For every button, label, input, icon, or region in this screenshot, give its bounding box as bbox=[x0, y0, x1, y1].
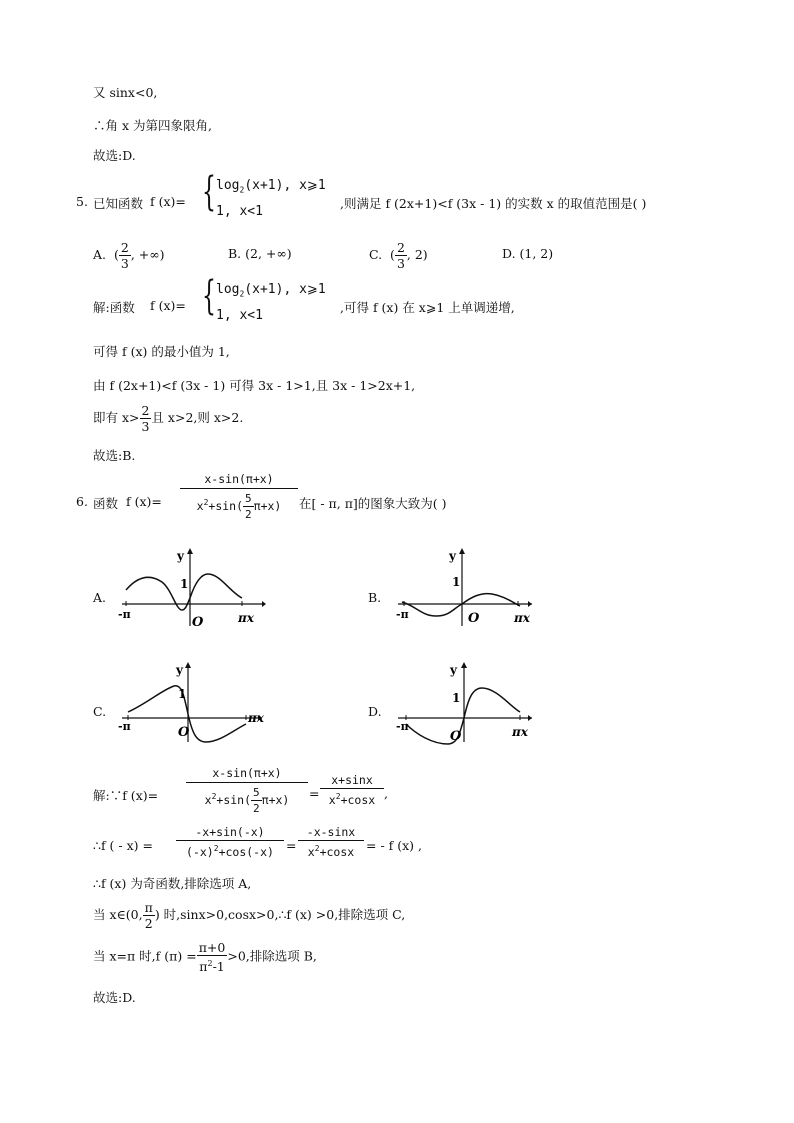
graph-d-x-arrow bbox=[528, 715, 532, 721]
q6-sol-den1: $x^2+\sin$( $\frac{5}{2}$ π+x) bbox=[204, 786, 290, 815]
text-line-answer-d: 故选:D. bbox=[93, 148, 136, 163]
graph-d-left: -π bbox=[396, 720, 409, 733]
q5-number: 5. bbox=[76, 194, 88, 209]
graph-d-origin: O bbox=[450, 729, 462, 744]
graph-b-right: πx bbox=[514, 611, 530, 625]
q6-sol2-fraction1 bbox=[176, 824, 284, 860]
graph-c bbox=[116, 660, 266, 746]
graph-a-x-arrow bbox=[262, 601, 266, 607]
graph-a-y-arrow bbox=[187, 548, 193, 554]
q5-option-d: D. (1, 2) bbox=[502, 246, 554, 261]
q6-sol2-eq: = bbox=[286, 838, 297, 853]
graph-b-y-arrow bbox=[459, 548, 465, 554]
graph-b-x-arrow bbox=[528, 601, 532, 607]
graph-d-y-arrow bbox=[461, 662, 467, 668]
graph-c-y-arrow bbox=[185, 662, 191, 668]
q6-sol2-num2: -x-sinx bbox=[298, 824, 364, 841]
q6-sol2-num1: -x+sin(-x) bbox=[176, 824, 284, 841]
graph-c-y-label: y bbox=[176, 663, 183, 677]
q5-sol-suffix: ,可得 f (x) 在 x⩾1 上单调递增, bbox=[340, 300, 515, 315]
q5-sol-brace: { bbox=[202, 273, 216, 319]
q6-sol-prefix: 解:∵f (x)= bbox=[93, 788, 159, 803]
q6-sol-num2: x+sinx bbox=[320, 772, 384, 789]
graph-d-y-label: y bbox=[450, 663, 457, 677]
q6-prefix: 函数 bbox=[93, 496, 119, 511]
graph-d-one: 1 bbox=[452, 691, 461, 705]
q6-sol-eq: = bbox=[309, 786, 320, 801]
q6-sol-den2: $x^2+\cos x$ bbox=[328, 792, 376, 807]
q5-brace: { bbox=[202, 169, 216, 215]
text-line-sinx: 又 sinx<0, bbox=[93, 85, 158, 100]
graph-d-right: πx bbox=[512, 725, 528, 739]
q5-case2: 1, x<1 bbox=[216, 204, 263, 219]
q5-sol-line3: 由 f (2x+1)<f (3x - 1) 可得 3x - 1>1,且 3x - 1>2x+1, bbox=[93, 378, 416, 393]
q6-sol3: ∴f (x) 为奇函数,排除选项 A, bbox=[93, 876, 252, 891]
q6-sol2-den1: $(-x)^2+\cos(-x)$ bbox=[186, 844, 274, 859]
text-line-quadrant: ∴角 x 为第四象限角, bbox=[93, 118, 212, 133]
q6-sol2-den2: $x^2+\cos x$ bbox=[307, 844, 355, 859]
q5-case1: $\log_2(x+1)$, x⩾1 bbox=[216, 178, 326, 195]
graph-b-label: B. bbox=[368, 590, 382, 605]
q5-sol-case2: 1, x<1 bbox=[216, 308, 263, 323]
graph-b-origin: O bbox=[468, 611, 480, 626]
graph-a bbox=[116, 546, 266, 630]
q5-sol-line2: 可得 f (x) 的最小值为 1, bbox=[93, 344, 230, 359]
q5-option-a: A. ( $\frac{2}{3}$ , +∞) bbox=[93, 240, 165, 271]
q6-numerator: x-sin(π+x) bbox=[180, 470, 298, 489]
q5-sol-case1: $\log_2(x+1)$, x⩾1 bbox=[216, 282, 326, 299]
q5-option-c: C. ( $\frac{2}{3}$ , 2) bbox=[369, 240, 428, 271]
graph-a-origin: O bbox=[192, 615, 204, 630]
graph-c-one: 1 bbox=[178, 687, 187, 701]
q5-sol-fx: f (x)= bbox=[150, 298, 186, 313]
graph-a-one: 1 bbox=[180, 577, 189, 591]
graph-b-curve bbox=[402, 594, 520, 616]
graph-a-label: A. bbox=[93, 590, 107, 605]
q6-fraction bbox=[180, 470, 298, 522]
graph-b-one: 1 bbox=[452, 575, 461, 589]
q5-sol-line4: 即有 x> $\frac{2}{3}$ 且 x>2,则 x>2. bbox=[93, 403, 244, 434]
q6-fx: f (x)= bbox=[126, 494, 162, 509]
graph-a-right: πx bbox=[238, 611, 254, 625]
q5-option-b: B. (2, +∞) bbox=[228, 246, 292, 261]
q6-sol-fraction1 bbox=[186, 764, 308, 816]
q5-prefix: 已知函数 bbox=[93, 196, 144, 211]
q6-sol4: 当 x∈(0, $\frac{\pi}{2}$ ) 时,sinx>0,cosx>0,∴f (x) >0,排除选项 C, bbox=[93, 900, 406, 931]
q6-denominator: $x^2+\sin$( $\frac{5}{2}$ π+x) bbox=[196, 492, 282, 521]
q6-sol2-prefix: ∴f ( - x) = bbox=[93, 838, 153, 853]
q6-sol-fraction2 bbox=[320, 772, 384, 808]
graph-c-left: -π bbox=[118, 720, 131, 733]
graph-d-label: D. bbox=[368, 704, 382, 719]
graph-d bbox=[392, 660, 542, 746]
graph-a-left: -π bbox=[118, 608, 131, 621]
graph-c-origin: O bbox=[178, 725, 190, 740]
graph-b bbox=[392, 546, 542, 630]
graph-b-y-label: y bbox=[449, 549, 456, 563]
q5-suffix: ,则满足 f (2x+1)<f (3x - 1) 的实数 x 的取值范围是( ) bbox=[340, 196, 647, 211]
q6-sol2-fraction2 bbox=[298, 824, 364, 860]
q5-sol-prefix: 解:函数 bbox=[93, 300, 135, 315]
q6-suffix: 在[ - π, π]的图象大致为( ) bbox=[299, 496, 447, 511]
q6-number: 6. bbox=[76, 494, 88, 509]
graph-c-label: C. bbox=[93, 704, 107, 719]
q5-sol-answer: 故选:B. bbox=[93, 448, 136, 463]
q5-fx: f (x)= bbox=[150, 194, 186, 209]
graph-d-curve bbox=[406, 688, 520, 744]
q6-sol5: 当 x=π 时,f (π) = $\frac{\pi+0}{\pi^2-1}$ >0,排除选项 B, bbox=[93, 940, 317, 975]
graph-b-left: -π bbox=[396, 608, 409, 621]
q6-sol-num1: x-sin(π+x) bbox=[186, 764, 308, 783]
graph-c-right: πx bbox=[248, 711, 264, 725]
q6-sol2-end: = - f (x) , bbox=[366, 838, 422, 853]
q6-sol-answer: 故选:D. bbox=[93, 990, 136, 1005]
q6-sol-comma: , bbox=[384, 786, 388, 801]
graph-a-y-label: y bbox=[177, 549, 184, 563]
